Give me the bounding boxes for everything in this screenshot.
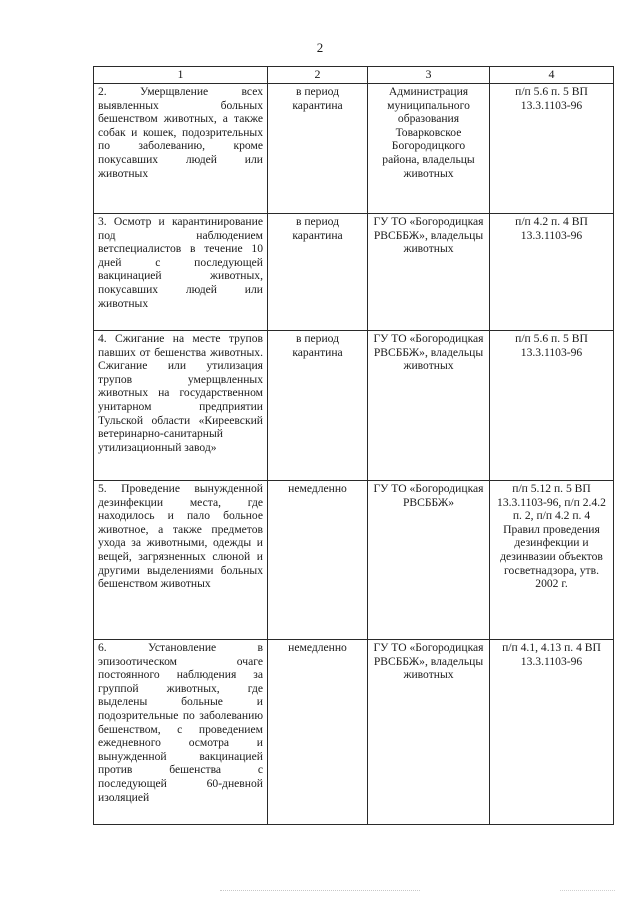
responsible-cell: ГУ ТО «Богородицкая РВСББЖ», владельцы животных — [368, 640, 490, 825]
responsible-cell: ГУ ТО «Богородицкая РВСББЖ» — [368, 481, 490, 640]
table-row — [94, 640, 614, 825]
term-cell: немедленно — [268, 481, 368, 640]
responsible-cell: ГУ ТО «Богородицкая РВСББЖ», владельцы животных — [368, 214, 490, 331]
page-number: 2 — [316, 40, 324, 55]
column-header-1: 1 — [94, 67, 268, 84]
basis-cell: п/п 5.6 п. 5 ВП 13.3.1103-96 — [490, 331, 614, 481]
basis-cell: п/п 5.12 п. 5 ВП 13.3.1103-96, п/п 2.4.2 п. 2, п/п 4.2 п. 4 Правил проведения дезинфекции и дезинвазии объектов госветнадзора, утв. 2002 г. — [490, 481, 614, 640]
table-row — [94, 331, 614, 481]
scan-artifact — [560, 890, 615, 893]
basis-cell: п/п 4.1, 4.13 п. 4 ВП 13.3.1103-96 — [490, 640, 614, 825]
measure-cell: 4. Сжигание на месте трупов павших от бешенства животных. Сжигание или утилизация трупов умерщвленных животных на государственном унитарном предприятии Тульской области «Киреевский ветеринарно-санитарный утилизационный завод» — [94, 331, 268, 481]
responsible-cell: ГУ ТО «Богородицкая РВСББЖ», владельцы животных — [368, 331, 490, 481]
measure-cell: 5. Проведение вынужденной дезинфекции места, где находилось и пало больное животное, а также предметов ухода за животными, одежды и вещей, загрязненных слюной и другими выделениями больных бешенством животных — [94, 481, 268, 640]
term-cell: немедленно — [268, 640, 368, 825]
table-row — [94, 84, 614, 214]
scan-artifact — [220, 890, 420, 893]
column-header-2: 2 — [268, 67, 368, 84]
basis-cell: п/п 5.6 п. 5 ВП 13.3.1103-96 — [490, 84, 614, 214]
term-cell: в период карантина — [268, 84, 368, 214]
table-row — [94, 214, 614, 331]
column-header-4: 4 — [490, 67, 614, 84]
measure-cell: 2. Умерщвление всех выявленных больных бешенством животных, а также собак и кошек, подозрительных по заболеванию, кроме покусавших людей или животных — [94, 84, 268, 214]
basis-cell: п/п 4.2 п. 4 ВП 13.3.1103-96 — [490, 214, 614, 331]
term-cell: в период карантина — [268, 331, 368, 481]
measures-table — [93, 66, 614, 825]
term-cell: в период карантина — [268, 214, 368, 331]
responsible-cell: Администрация муниципального образования Товарковское Богородицкого района, владельцы животных — [368, 84, 490, 214]
measure-cell: 3. Осмотр и карантинирование под наблюдением ветспециалистов в течение 10 дней с последующей вакцинацией животных, покусавших людей или животных — [94, 214, 268, 331]
measure-cell: 6. Установление в эпизоотическом очаге постоянного наблюдения за группой животных, где выделены больные и подозрительные по заболеванию бешенством, с проведением ежедневного осмотра и вынужденной вакцинацией против бешенства с последующей 60-дневной изоляцией — [94, 640, 268, 825]
table-row — [94, 481, 614, 640]
column-header-3: 3 — [368, 67, 490, 84]
table-header-row — [94, 67, 614, 84]
